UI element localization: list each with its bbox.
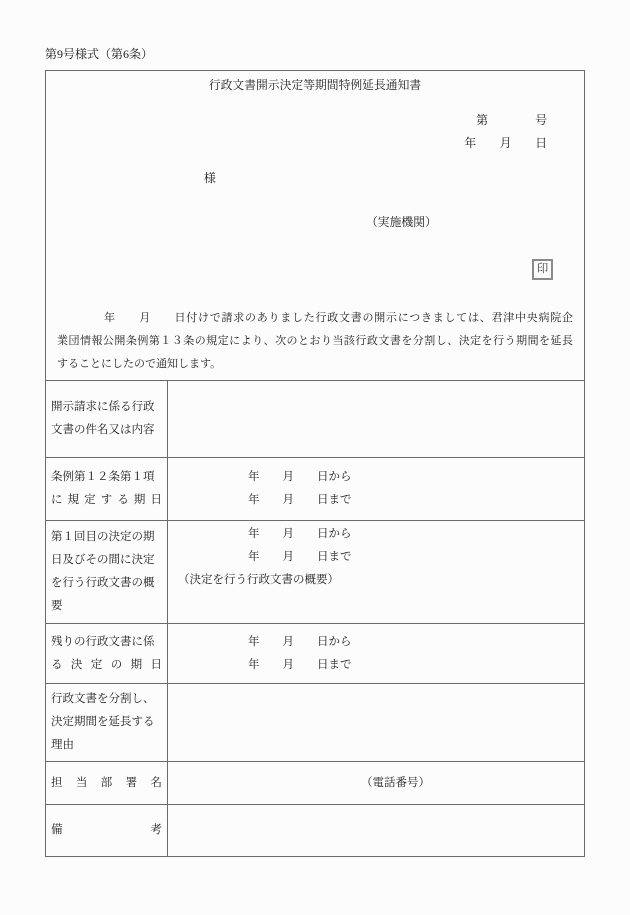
label-line: 行政文書を分割し、 <box>51 693 155 705</box>
label-line: に規定する期日 <box>51 494 162 506</box>
date-from-line: 年 月 日から <box>248 635 352 648</box>
phone-number-label: （電話番号） <box>361 776 430 789</box>
label-line: 担当部署名 <box>51 776 162 789</box>
table-row-first-decision <box>46 520 584 623</box>
recipient-honorific: 様 <box>204 171 216 185</box>
label-line: 要 <box>51 600 63 612</box>
date-from-line: 年 月 日から <box>248 471 352 483</box>
value-document-name <box>168 381 584 457</box>
form-number-note: 第9号様式（第6条） <box>45 47 154 61</box>
label-document-name <box>46 381 168 457</box>
label-statutory-deadline <box>46 458 168 520</box>
label-line: 条例第１２条第１項 <box>51 471 155 483</box>
body-paragraph-line-3: することにしたので通知します。 <box>57 358 222 370</box>
doc-number-block <box>46 109 584 155</box>
table-row-statutory-deadline <box>46 457 584 520</box>
label-department <box>46 762 168 804</box>
document-summary-note: （決定を行う行政文書の概要） <box>178 574 339 586</box>
table-row-document-name <box>46 380 584 457</box>
issuing-agency-label: （実施機関） <box>366 215 437 229</box>
table-row-department <box>46 761 584 804</box>
label-line: 日及びその間に決定 <box>51 554 155 566</box>
body-paragraph-line-2: 業団情報公開条例第１３条の規定により、次のとおり当該行政文書を分割し、決定を行う期間を延長 <box>57 335 573 347</box>
date-to-line: 年 月 日まで <box>248 551 352 563</box>
doc-number-line: 第 号 <box>476 113 547 127</box>
label-line: 開示請求に係る行政 <box>51 401 155 413</box>
label-line: 理由 <box>51 739 74 751</box>
label-line: 第１回目の決定の期 <box>51 531 155 543</box>
table-row-remaining-decision <box>46 623 584 683</box>
label-line: 決定期間を延長する <box>51 716 155 728</box>
seal-line <box>46 259 584 283</box>
label-remarks <box>46 805 168 856</box>
table-row-remarks <box>46 804 584 856</box>
label-line: 残りの行政文書に係 <box>51 635 155 648</box>
date-to-line: 年 月 日まで <box>248 658 352 671</box>
label-line: を行う行政文書の概 <box>51 577 155 589</box>
form-sheet <box>45 70 585 857</box>
value-extension-reason <box>168 684 584 761</box>
value-first-decision <box>168 521 584 623</box>
date-to-line: 年 月 日まで <box>248 494 352 506</box>
form-title: 行政文書開示決定等期間特例延長通知書 <box>208 78 422 92</box>
date-from-line: 年 月 日から <box>248 528 352 540</box>
issue-date-line: 年 月 日 <box>464 136 547 150</box>
label-remaining-decision <box>46 624 168 683</box>
label-line: 文書の件名又は内容 <box>51 424 155 436</box>
value-remaining-decision <box>168 624 584 683</box>
label-extension-reason <box>46 684 168 761</box>
table-row-extension-reason <box>46 683 584 761</box>
seal-mark: 印 <box>532 259 553 280</box>
label-first-decision <box>46 521 168 623</box>
body-paragraph-line-1: 年 月 日付けで請求のありました行政文書の開示につきましては、君津中央病院企 <box>57 312 573 324</box>
value-department <box>168 762 584 804</box>
body-paragraph <box>46 307 584 376</box>
value-remarks <box>168 805 584 856</box>
label-line: る決定の期日 <box>51 658 162 671</box>
label-line: 備考 <box>51 824 162 836</box>
value-statutory-deadline <box>168 458 584 520</box>
disclosure-table <box>46 380 584 856</box>
